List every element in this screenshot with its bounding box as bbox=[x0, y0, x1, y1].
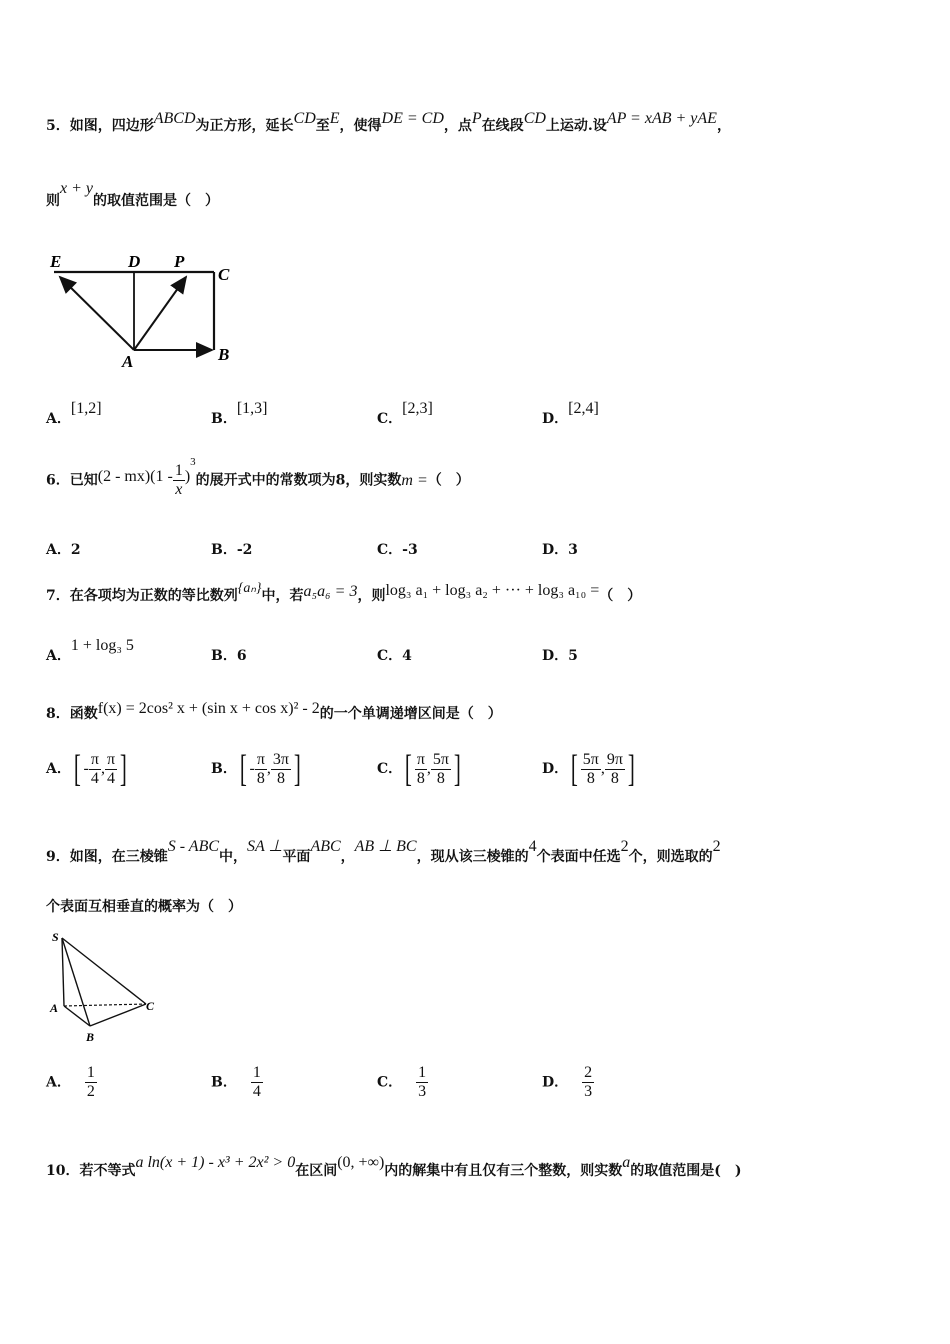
label-P: P bbox=[174, 252, 185, 271]
q9-option-b: B． $\frac{1}{4}$ bbox=[211, 1064, 261, 1100]
label-S: S bbox=[52, 930, 59, 944]
q6-option-b: B．-2 bbox=[211, 542, 253, 558]
q7-option-c: C．4 bbox=[377, 648, 412, 664]
q7-option-d: D．5 bbox=[542, 648, 578, 664]
q6-option-d: D．3 bbox=[542, 542, 578, 558]
label-D: D bbox=[128, 252, 141, 271]
q5-figure bbox=[44, 250, 244, 372]
q5-number: 5． bbox=[46, 118, 70, 134]
label-A: A bbox=[122, 352, 134, 371]
q9-option-c: C． $\frac{1}{3}$ bbox=[377, 1064, 427, 1100]
q8-option-b: B．[ - $\frac{\pi}{8}$ , $\frac{3\pi}{8}$ ] bbox=[211, 748, 301, 790]
q6-line: 6．已知(2 - mx)(1 - $\frac{1}{x}$ )$^3$的展开式中的常数项为8，则实数m =（ ） bbox=[46, 455, 470, 498]
label-B: B bbox=[86, 1030, 95, 1044]
q8-option-d: D．[ $\frac{5\pi}{8}$ , $\frac{9\pi}{8}$ ] bbox=[542, 748, 635, 790]
q9-option-d: D． $\frac{2}{3}$ bbox=[542, 1064, 593, 1100]
q6-option-c: C．-3 bbox=[377, 542, 418, 558]
label-B: B bbox=[218, 345, 230, 364]
q5-option-d: D．[2,4] bbox=[542, 400, 599, 427]
q6-fraction: $\frac{1}{x}$ bbox=[174, 462, 183, 498]
q5-option-b: B．[1,3] bbox=[211, 400, 268, 427]
q8-option-a: A．[ - $\frac{\pi}{4}$ , $\frac{\pi}{4}$ ] bbox=[46, 748, 127, 790]
label-E: E bbox=[50, 252, 62, 271]
q5-option-c: C．[2,3] bbox=[377, 400, 433, 427]
q5-line2: 则x + y的取值范围是（ ） bbox=[46, 180, 219, 209]
q10-line: 10．若不等式a ln(x + 1) - x³ + 2x² > 0在区间(0, +∞)内的解集中有且仅有三个整数，则实数a的取值范围是( ) bbox=[46, 1154, 742, 1179]
q9-option-a: A． $\frac{1}{2}$ bbox=[46, 1064, 95, 1100]
q7-option-a: A．1 + log₃ 5 bbox=[46, 637, 134, 664]
q8-option-c: C．[ $\frac{\pi}{8}$ , $\frac{5\pi}{8}$ ] bbox=[377, 748, 461, 790]
q8-line: 8．函数f(x) = 2cos² x + (sin x + cos x)² - 2的一个单调递增区间是（ ） bbox=[46, 700, 502, 722]
q7-option-b: B．6 bbox=[211, 648, 247, 664]
q7-line: 7．在各项均为正数的等比数列{aₙ}中，若a₅a₆ = 3，则log₃ a₁ + log₃ a₂ + ··· + log₃ a₁₀ =（ ） bbox=[46, 581, 642, 604]
q5-option-a: A．[1,2] bbox=[46, 400, 102, 427]
label-A: A bbox=[50, 1001, 59, 1015]
q9-line1: 9．如图，在三棱锥S - ABC中，SA ⊥平面ABC，AB ⊥ BC，现从该三棱锥的4个表面中任选2个，则选取的2 bbox=[46, 838, 721, 865]
label-C: C bbox=[218, 265, 230, 284]
label-C: C bbox=[146, 999, 155, 1013]
q6-option-a: A．2 bbox=[46, 542, 81, 558]
q9-line2: 个表面互相垂直的概率为（ ） bbox=[46, 899, 242, 915]
q9-figure bbox=[46, 928, 166, 1046]
q5-line1: 5．如图，四边形ABCD为正方形，延长CD至E，使得DE = CD，点P在线段CD上运动.设AP = xAB + yAE， bbox=[46, 110, 731, 134]
